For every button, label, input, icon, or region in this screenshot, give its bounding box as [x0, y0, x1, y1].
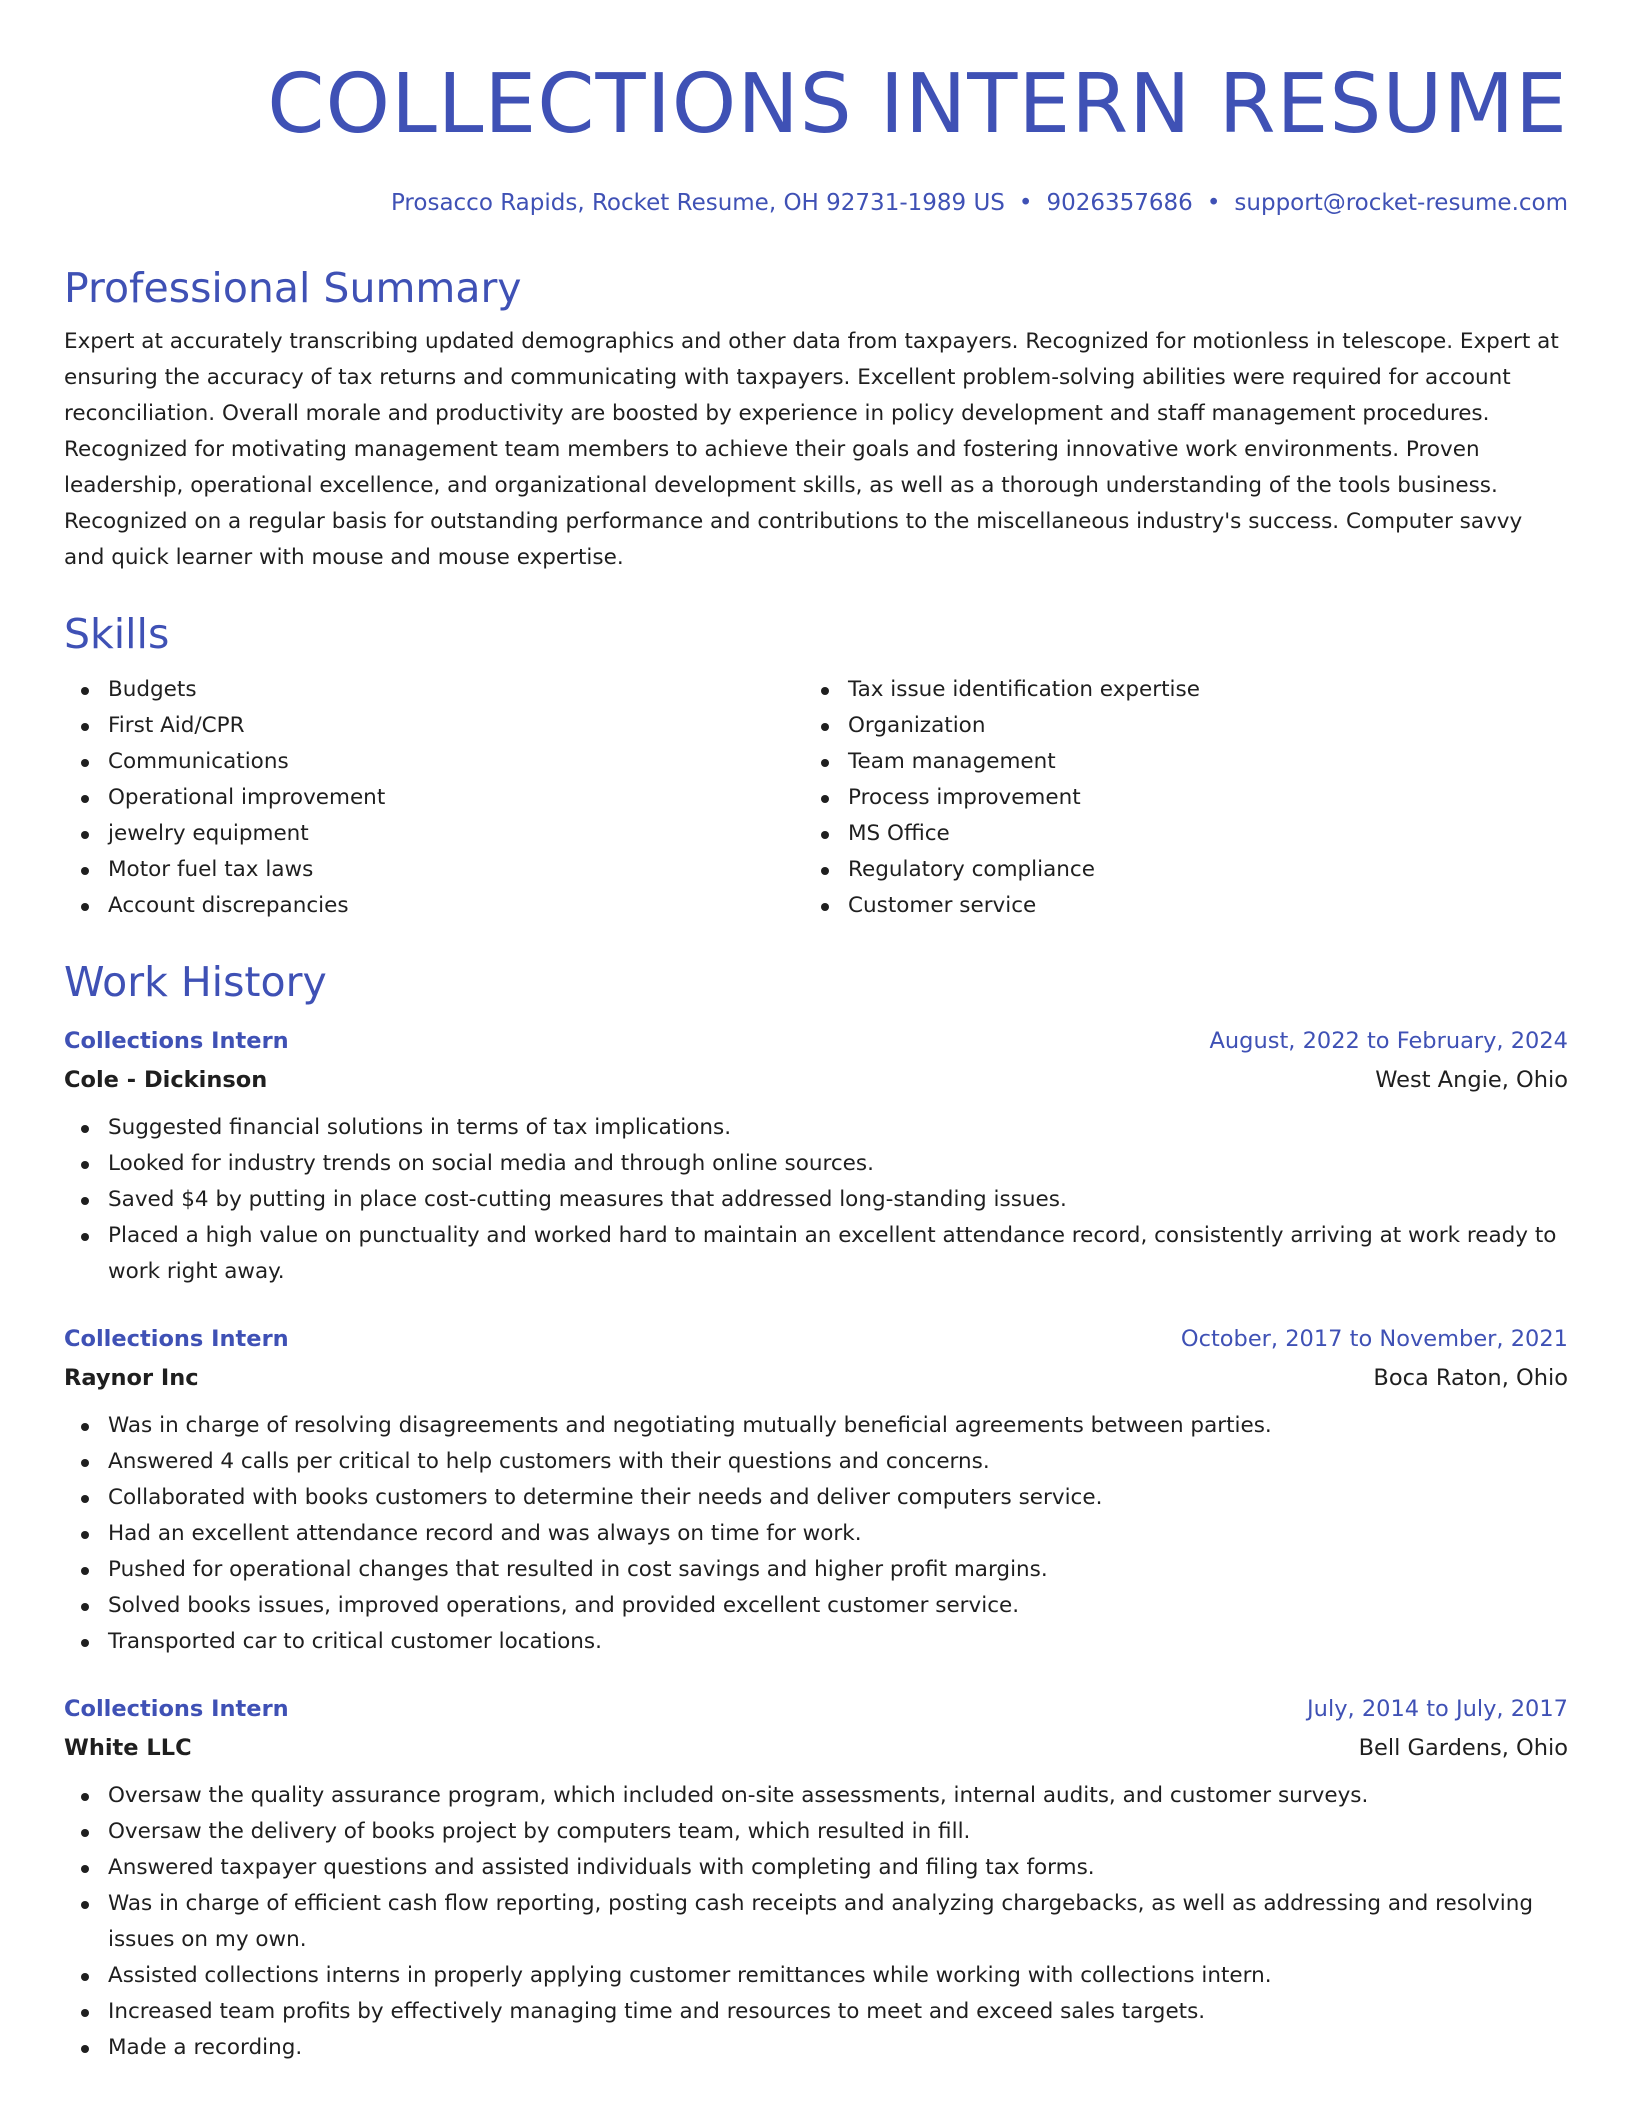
resume-header: [64, 50, 1568, 220]
job-location: Boca Raton, Ohio: [1373, 1365, 1568, 1391]
summary-section: [64, 260, 1568, 576]
job-title-row: [64, 1022, 1568, 1060]
summary-text: Expert at accurately transcribing updated demographics and other data from taxpayers. Recognized for motionless in telescope. Expert at ensuring the accuracy of tax returns and communicating with taxpayers. Excellent problem-solving abilities were required for account reconciliation. Overall morale and productivity are boosted by experience in policy development and staff management procedures. Recognized for motivating management team members to achieve their goals and fostering innovative work environments. Proven leadership, operational excellence, and organizational development skills, as well as a thorough understanding of the tools business. Recognized on a regular basis for outstanding performance and contributions to the miscellaneous industry's success. Computer savvy and quick learner with mouse and mouse expertise.: [64, 329, 1559, 570]
job-bullet: Answered 4 calls per critical to help customers with their questions and concerns.: [64, 1444, 1568, 1480]
job-dates: July, 2014 to July, 2017: [1307, 1696, 1568, 1722]
job-company-row: [64, 1728, 1568, 1768]
work-history-heading: Work History: [64, 958, 327, 1006]
skill-item: Team management: [804, 744, 1544, 780]
job-bullet: Oversaw the delivery of books project by computers team, which resulted in fill.: [64, 1814, 1568, 1850]
skills-column-right: [804, 672, 1544, 924]
job-bullet: Increased team profits by effectively managing time and resources to meet and exceed sales targets.: [64, 1994, 1568, 2030]
job-bullets: [64, 1408, 1568, 1660]
job-title: Collections Intern: [64, 1696, 289, 1722]
skills-grid: [64, 672, 1568, 924]
skill-item: Account discrepancies: [64, 888, 804, 924]
job-bullets: [64, 1778, 1568, 2066]
skill-item: Regulatory compliance: [804, 852, 1544, 888]
job-location: West Angie, Ohio: [1375, 1067, 1568, 1093]
skills-section: [64, 606, 1568, 924]
job-bullet: Collaborated with books customers to determine their needs and deliver computers service.: [64, 1480, 1568, 1516]
job-dates: October, 2017 to November, 2021: [1180, 1326, 1568, 1352]
skill-item: Process improvement: [804, 780, 1544, 816]
job-title-row: [64, 1320, 1568, 1358]
job-bullet: Had an excellent attendance record and was always on time for work.: [64, 1516, 1568, 1552]
job-bullet: Saved $4 by putting in place cost-cutting measures that addressed long-standing issues.: [64, 1182, 1568, 1218]
job-bullet: Placed a high value on punctuality and worked hard to maintain an excellent attendance record, consistently arriving at work ready to work right away.: [64, 1218, 1568, 1290]
job-bullet: Made a recording.: [64, 2030, 1568, 2066]
contact-separator: •: [1018, 190, 1033, 216]
job-bullet: Suggested financial solutions in terms of tax implications.: [64, 1110, 1568, 1146]
job-location: Bell Gardens, Ohio: [1358, 1735, 1568, 1761]
contact-phone: 9026357686: [1046, 190, 1193, 216]
job-company-row: [64, 1060, 1568, 1100]
job-bullet: Oversaw the quality assurance program, which included on-site assessments, internal audits, and customer surveys.: [64, 1778, 1568, 1814]
summary-heading: Professional Summary: [64, 264, 522, 312]
skill-item: Budgets: [64, 672, 804, 708]
job-entry: [64, 1022, 1568, 1290]
job-company: Raynor Inc: [64, 1365, 199, 1391]
job-bullet: Solved books issues, improved operations, and provided excellent customer service.: [64, 1588, 1568, 1624]
job-bullet: Assisted collections interns in properly applying customer remittances while working with collections intern.: [64, 1958, 1568, 1994]
skill-item: Tax issue identification expertise: [804, 672, 1544, 708]
job-company-row: [64, 1358, 1568, 1398]
job-bullet: Transported car to critical customer locations.: [64, 1624, 1568, 1660]
job-company: White LLC: [64, 1735, 192, 1761]
job-bullet: Was in charge of efficient cash flow reporting, posting cash receipts and analyzing chargebacks, as well as addressing and resolving issues on my own.: [64, 1886, 1568, 1958]
job-title: Collections Intern: [64, 1028, 289, 1054]
job-bullet: Pushed for operational changes that resulted in cost savings and higher profit margins.: [64, 1552, 1568, 1588]
job-title-row: [64, 1690, 1568, 1728]
job-bullet: Answered taxpayer questions and assisted individuals with completing and filing tax forms.: [64, 1850, 1568, 1886]
job-bullet: Looked for industry trends on social media and through online sources.: [64, 1146, 1568, 1182]
skills-column-left: [64, 672, 804, 924]
job-entry: [64, 1320, 1568, 1660]
contact-separator: •: [1206, 190, 1221, 216]
job-entry: [64, 1690, 1568, 2066]
contact-email[interactable]: support@rocket-resume.com: [1234, 190, 1568, 216]
work-history-section: [64, 954, 1568, 2066]
job-company: Cole - Dickinson: [64, 1067, 268, 1093]
job-dates: August, 2022 to February, 2024: [1209, 1028, 1568, 1054]
skill-item: Operational improvement: [64, 780, 804, 816]
job-bullets: [64, 1110, 1568, 1290]
skill-item: Communications: [64, 744, 804, 780]
job-bullet: Was in charge of resolving disagreements and negotiating mutually beneficial agreements between parties.: [64, 1408, 1568, 1444]
skill-item: jewelry equipment: [64, 816, 804, 852]
skill-item: First Aid/CPR: [64, 708, 804, 744]
skills-heading: Skills: [64, 610, 170, 658]
resume-title: COLLECTIONS INTERN RESUME: [267, 57, 1568, 152]
job-title: Collections Intern: [64, 1326, 289, 1352]
contact-address: Prosacco Rapids, Rocket Resume, OH 92731-1989 US: [390, 190, 1005, 216]
skill-item: Customer service: [804, 888, 1544, 924]
skill-item: MS Office: [804, 816, 1544, 852]
contact-line: [64, 186, 1568, 220]
skill-item: Organization: [804, 708, 1544, 744]
skill-item: Motor fuel tax laws: [64, 852, 804, 888]
